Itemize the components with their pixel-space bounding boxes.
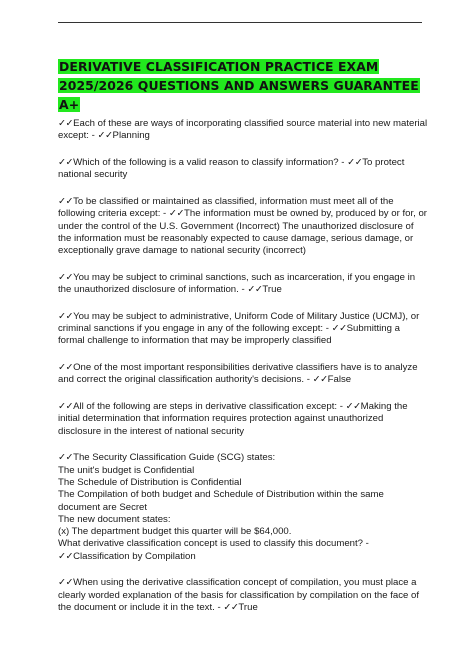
qa-item: ✓✓You may be subject to criminal sanctions, such as incarceration, if you engage in the unauthorized disclosure of information. - ✓✓True [58, 271, 416, 296]
check-mark-icon: ✓✓ [58, 118, 74, 129]
answer-text: True [238, 602, 258, 614]
answer-text: Submitting a formal challenge to information that may be improperly classified [58, 323, 400, 347]
check-mark-icon: ✓✓ [223, 602, 239, 614]
qa-item [58, 452, 428, 563]
qa-item: ✓✓You may be subject to administrative, Uniform Code of Military Justice (UCMJ), or criminal sanctions if you engage in any of the following except: - ✓✓Submitting a formal challenge to information that may be improperly classified [58, 310, 420, 347]
answer-text: False [327, 374, 352, 386]
qa-item: ✓✓All of the following are steps in derivative classification except: - ✓✓Making the initial determination that information requires protection against unauthorized disclosure in the interest of national security [58, 401, 408, 437]
check-mark-icon: ✓✓ [58, 452, 74, 464]
question-text: Which of the following is a valid reason to classify information? [73, 156, 339, 168]
check-mark-icon: ✓✓ [247, 284, 263, 296]
check-mark-icon: ✓✓ [97, 130, 113, 142]
title-highlight: DERIVATIVE CLASSIFICATION PRACTICE EXAM 2025/2026 QUESTIONS AND ANSWERS GUARANTEE A+ [59, 59, 419, 112]
question-text: You may be subject to criminal sanctions, such as incarceration, if you engage in the unauthorized disclosure of information. [58, 271, 416, 296]
question-text: What derivative classification concept is used to classify this document? [58, 538, 364, 550]
top-rule [58, 22, 422, 23]
question-line: What derivative classification concept is used to classify this document? - ✓✓Classification by Compilation [58, 538, 372, 562]
qa-item: ✓✓Each of these are ways of incorporating classified source material into new material except: - ✓✓Planning [58, 118, 428, 142]
check-mark-icon: ✓✓ [58, 362, 74, 374]
answer-text: The information must be owned by, produced by or for, or under the control of the U.S. Government (Incorrect) The unauthorized disclosure of the information must be reasonably expected to cause damage, serious damage, or exceptionally grave damage to national security (incorrect) [58, 208, 427, 257]
qa-item: ✓✓One of the most important responsibilities derivative classifiers have is to analyze and correct the original classification authority's decisions. - ✓✓False [58, 362, 418, 386]
answer-text: To protect national security [58, 156, 405, 181]
question-text: All of the following are steps in derivative classification except: [73, 401, 338, 413]
question-line: The new document states: [58, 513, 171, 525]
check-mark-icon: ✓✓ [58, 195, 74, 207]
answer-text: Making the initial determination that information requires protection against unauthorized disclosure in the interest of national security [58, 401, 408, 437]
check-mark-icon: ✓✓ [58, 401, 74, 413]
question-text: The Security Classification Guide (SCG) states: [73, 452, 276, 464]
check-mark-icon: ✓✓ [347, 156, 363, 168]
question-text: Each of these are ways of incorporating classified source material into new material except: [58, 118, 428, 142]
question-text: One of the most important responsibilities derivative classifiers have is to analyze and correct the original classification authority's decisions. [58, 362, 418, 386]
check-mark-icon: ✓✓ [345, 401, 361, 413]
check-mark-icon: ✓✓ [58, 577, 74, 589]
check-mark-icon: ✓✓ [58, 550, 74, 562]
check-mark-icon: ✓✓ [331, 323, 347, 335]
question-line: The Compilation of both budget and Schedule of Distribution within the same document are Secret [58, 489, 387, 513]
question-text: You may be subject to administrative, Uniform Code of Military Justice (UCMJ), or criminal sanctions if you engage in any of the following except: [58, 310, 420, 335]
question-text: To be classified or maintained as classified, information must meet all of the following criteria except: [58, 195, 394, 220]
answer-text: Planning [112, 130, 150, 142]
question-line: The Schedule of Distribution is Confidential [58, 476, 242, 488]
check-mark-icon: ✓✓ [312, 374, 328, 386]
check-mark-icon: ✓✓ [58, 156, 74, 168]
question-line [58, 452, 428, 464]
qa-item: ✓✓Which of the following is a valid reason to classify information? - ✓✓To protect national security [58, 156, 405, 181]
answer-text: Classification by Compilation [73, 550, 196, 562]
qa-item: ✓✓When using the derivative classification concept of compilation, you must place a clearly worded explanation of the basis for classification by compilation on the face of the document or include it in the text. - ✓✓True [58, 577, 420, 614]
check-mark-icon: ✓✓ [58, 271, 74, 283]
question-text: When using the derivative classification concept of compilation, you must place a clearly worded explanation of the basis for classification by compilation on the face of the document or include it in the text. [58, 577, 420, 614]
question-line: The unit's budget is Confidential [58, 464, 195, 476]
check-mark-icon: ✓✓ [58, 310, 74, 322]
check-mark-icon: ✓✓ [168, 208, 184, 220]
answer-text: True [262, 284, 282, 296]
question-line: (x) The department budget this quarter will be $64,000. [58, 526, 292, 538]
qa-item: ✓✓To be classified or maintained as classified, information must meet all of the following criteria except: - ✓✓The information must be owned by, produced by or for, or under the control of the U.S. Government (Incorrect) The unauthorized disclosure of the information must be reasonably expected to cause damage, serious damage, or exceptionally grave damage to national security (incorrect) [58, 195, 427, 257]
document-body [58, 57, 428, 629]
document-title [58, 57, 428, 114]
